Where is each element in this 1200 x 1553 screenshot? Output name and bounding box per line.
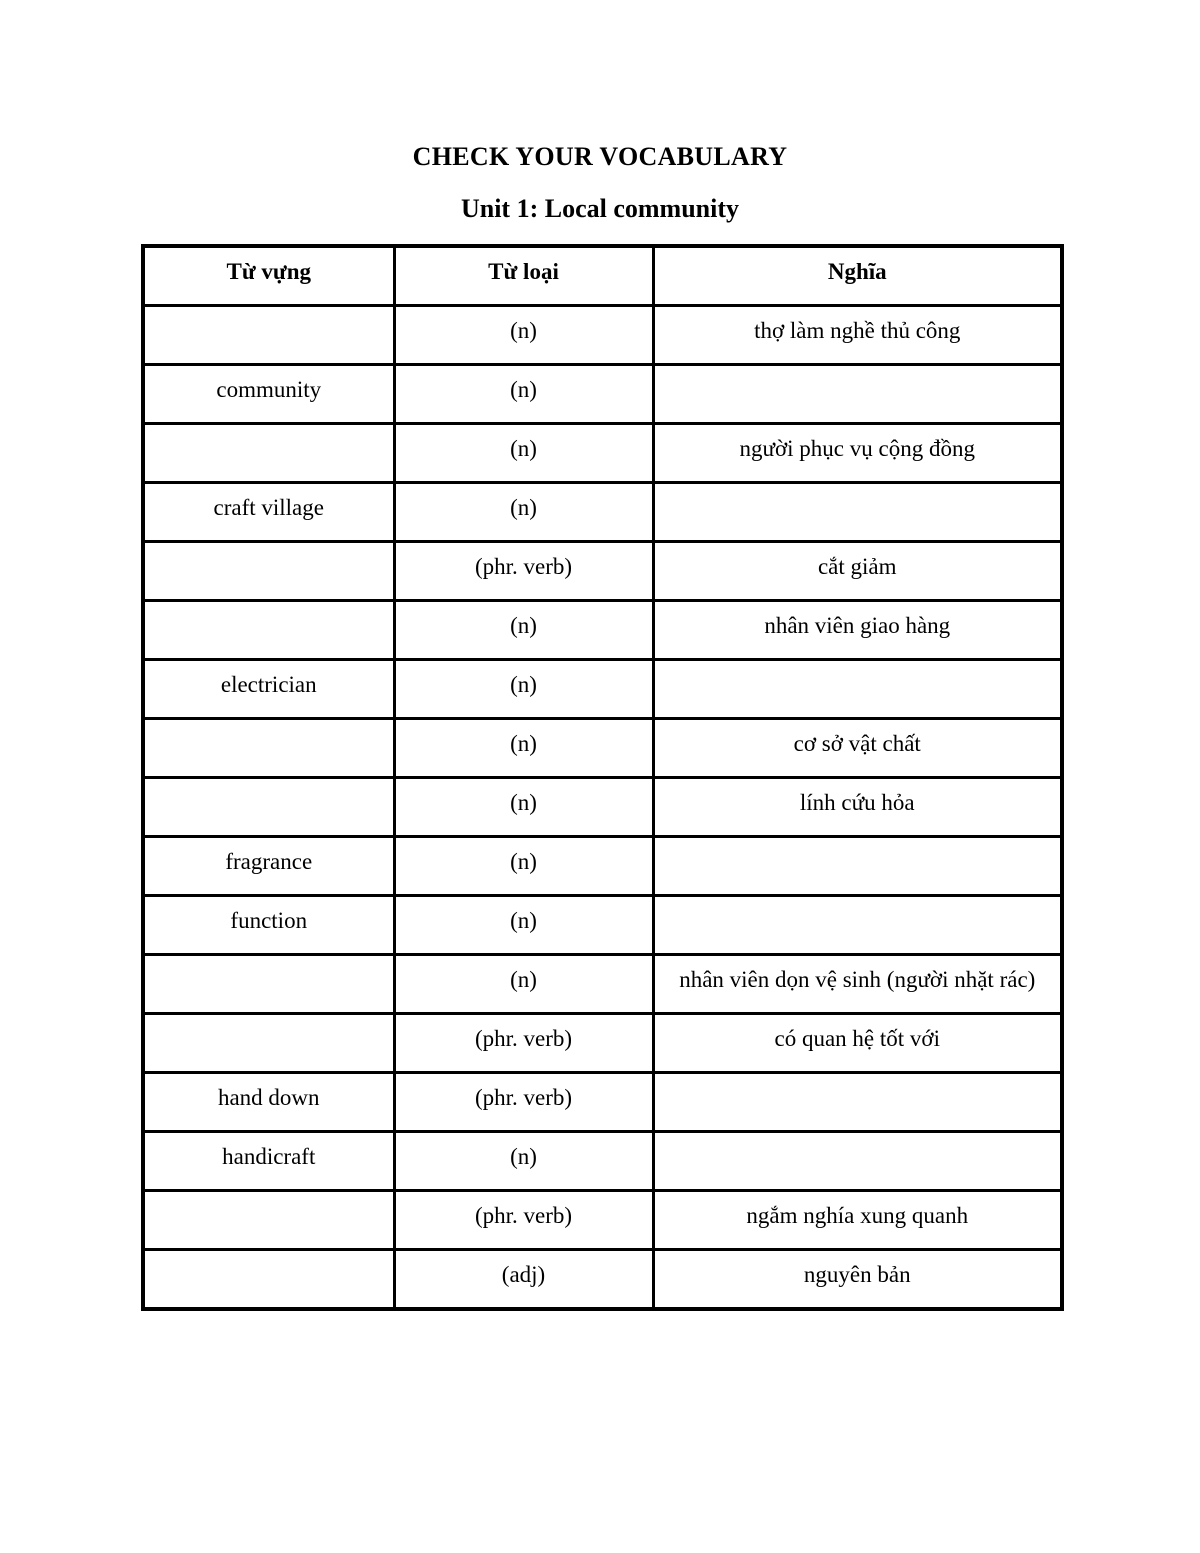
meaning-cell[interactable] bbox=[653, 896, 1062, 955]
meaning-cell-text: nguyên bản bbox=[803, 1262, 911, 1287]
word-cell[interactable] bbox=[143, 778, 394, 837]
meaning-cell-text bbox=[655, 484, 1061, 496]
type-cell[interactable] bbox=[394, 1132, 653, 1191]
table-row bbox=[143, 719, 1062, 778]
meaning-cell[interactable] bbox=[653, 306, 1062, 365]
type-cell-text: (n) bbox=[510, 1144, 537, 1169]
word-cell-text bbox=[145, 307, 393, 319]
meaning-cell[interactable] bbox=[653, 483, 1062, 542]
meaning-cell-text bbox=[655, 1074, 1061, 1086]
type-cell[interactable] bbox=[394, 955, 653, 1014]
word-cell-text bbox=[145, 956, 393, 968]
word-cell[interactable] bbox=[143, 837, 394, 896]
table-row bbox=[143, 365, 1062, 424]
word-cell-text bbox=[145, 1251, 393, 1263]
word-cell[interactable] bbox=[143, 719, 394, 778]
table-row bbox=[143, 955, 1062, 1014]
word-cell-text bbox=[145, 779, 393, 791]
meaning-cell[interactable] bbox=[653, 778, 1062, 837]
type-cell[interactable] bbox=[394, 1014, 653, 1073]
meaning-cell[interactable] bbox=[653, 601, 1062, 660]
word-cell-text: hand down bbox=[217, 1085, 320, 1110]
word-cell[interactable] bbox=[143, 1250, 394, 1310]
header-type-label: Từ loại bbox=[488, 259, 559, 284]
type-cell[interactable] bbox=[394, 660, 653, 719]
meaning-cell-text: cơ sở vật chất bbox=[793, 731, 921, 756]
meaning-cell-text: nhân viên dọn vệ sinh (người nhặt rác) bbox=[679, 967, 1036, 992]
table-row bbox=[143, 660, 1062, 719]
meaning-cell[interactable] bbox=[653, 1250, 1062, 1310]
type-cell[interactable] bbox=[394, 365, 653, 424]
type-cell-text: (n) bbox=[510, 377, 537, 402]
meaning-cell-text: ngắm nghía xung quanh bbox=[746, 1203, 969, 1228]
vocabulary-table bbox=[141, 244, 1064, 1311]
type-cell[interactable] bbox=[394, 1073, 653, 1132]
word-cell[interactable] bbox=[143, 306, 394, 365]
type-cell-text: (n) bbox=[510, 672, 537, 697]
meaning-cell[interactable] bbox=[653, 837, 1062, 896]
type-cell-text: (n) bbox=[510, 790, 537, 815]
type-cell-text: (phr. verb) bbox=[474, 1026, 573, 1051]
meaning-cell-text bbox=[655, 1133, 1061, 1145]
type-cell-text: (phr. verb) bbox=[474, 1203, 573, 1228]
meaning-cell[interactable] bbox=[653, 542, 1062, 601]
table-row bbox=[143, 1073, 1062, 1132]
table-row bbox=[143, 1132, 1062, 1191]
type-cell-text: (n) bbox=[510, 967, 537, 992]
type-cell[interactable] bbox=[394, 1191, 653, 1250]
type-cell[interactable] bbox=[394, 837, 653, 896]
header-word bbox=[143, 246, 394, 306]
meaning-cell-text: thợ làm nghề thủ công bbox=[754, 318, 961, 343]
word-cell-text: fragrance bbox=[225, 849, 313, 874]
table-row bbox=[143, 1250, 1062, 1310]
meaning-cell-text: lính cứu hỏa bbox=[799, 790, 915, 815]
unit-subtitle: Unit 1: Local community bbox=[460, 194, 740, 223]
word-cell[interactable] bbox=[143, 1191, 394, 1250]
meaning-cell-text bbox=[655, 838, 1061, 850]
table-row bbox=[143, 424, 1062, 483]
meaning-cell-text: nhân viên giao hàng bbox=[764, 613, 951, 638]
table-row bbox=[143, 778, 1062, 837]
word-cell-text: function bbox=[230, 908, 308, 933]
word-cell[interactable] bbox=[143, 660, 394, 719]
type-cell-text: (phr. verb) bbox=[474, 1085, 573, 1110]
word-cell-text bbox=[145, 1192, 393, 1204]
type-cell[interactable] bbox=[394, 542, 653, 601]
type-cell-text: (n) bbox=[510, 436, 537, 461]
meaning-cell[interactable] bbox=[653, 1014, 1062, 1073]
type-cell[interactable] bbox=[394, 719, 653, 778]
type-cell-text: (n) bbox=[510, 849, 537, 874]
word-cell-text bbox=[145, 720, 393, 732]
meaning-cell-text: cắt giảm bbox=[817, 554, 897, 579]
table-row bbox=[143, 542, 1062, 601]
word-cell-text: community bbox=[216, 377, 322, 402]
type-cell[interactable] bbox=[394, 778, 653, 837]
meaning-cell-text bbox=[655, 897, 1061, 909]
meaning-cell[interactable] bbox=[653, 660, 1062, 719]
word-cell[interactable] bbox=[143, 896, 394, 955]
type-cell[interactable] bbox=[394, 483, 653, 542]
word-cell-text bbox=[145, 602, 393, 614]
meaning-cell-text: có quan hệ tốt với bbox=[774, 1026, 940, 1051]
table-row bbox=[143, 1014, 1062, 1073]
word-cell[interactable] bbox=[143, 1014, 394, 1073]
type-cell-text: (n) bbox=[510, 613, 537, 638]
table-row bbox=[143, 837, 1062, 896]
header-meaning-label: Nghĩa bbox=[827, 259, 887, 284]
word-cell[interactable] bbox=[143, 955, 394, 1014]
word-cell-text: craft village bbox=[213, 495, 324, 520]
header-type bbox=[394, 246, 653, 306]
table-body bbox=[143, 306, 1062, 1310]
type-cell-text: (n) bbox=[510, 318, 537, 343]
word-cell-text bbox=[145, 425, 393, 437]
table-row bbox=[143, 1191, 1062, 1250]
word-cell[interactable] bbox=[143, 483, 394, 542]
type-cell-text: (n) bbox=[510, 731, 537, 756]
word-cell-text: handicraft bbox=[222, 1144, 316, 1169]
word-cell[interactable] bbox=[143, 542, 394, 601]
type-cell[interactable] bbox=[394, 896, 653, 955]
meaning-cell[interactable] bbox=[653, 1132, 1062, 1191]
meaning-cell[interactable] bbox=[653, 1073, 1062, 1132]
word-cell-text bbox=[145, 543, 393, 555]
type-cell-text: (n) bbox=[510, 495, 537, 520]
type-cell-text: (n) bbox=[510, 908, 537, 933]
type-cell[interactable] bbox=[394, 1250, 653, 1310]
meaning-cell-text bbox=[655, 661, 1061, 673]
word-cell[interactable] bbox=[143, 601, 394, 660]
meaning-cell-text: người phục vụ cộng đồng bbox=[739, 436, 975, 461]
meaning-cell[interactable] bbox=[653, 719, 1062, 778]
type-cell[interactable] bbox=[394, 601, 653, 660]
type-cell-text: (phr. verb) bbox=[474, 554, 573, 579]
table-row bbox=[143, 306, 1062, 365]
word-cell-text: electrician bbox=[220, 672, 317, 697]
table-row bbox=[143, 601, 1062, 660]
type-cell[interactable] bbox=[394, 306, 653, 365]
type-cell-text: (adj) bbox=[501, 1262, 546, 1287]
meaning-cell[interactable] bbox=[653, 424, 1062, 483]
meaning-cell[interactable] bbox=[653, 955, 1062, 1014]
table-row bbox=[143, 896, 1062, 955]
word-cell[interactable] bbox=[143, 1073, 394, 1132]
word-cell-text bbox=[145, 1015, 393, 1027]
header-word-label: Từ vựng bbox=[226, 259, 311, 284]
meaning-cell[interactable] bbox=[653, 1191, 1062, 1250]
meaning-cell[interactable] bbox=[653, 365, 1062, 424]
page-title: CHECK YOUR VOCABULARY bbox=[412, 142, 788, 171]
word-cell[interactable] bbox=[143, 424, 394, 483]
meaning-cell-text bbox=[655, 366, 1061, 378]
word-cell[interactable] bbox=[143, 365, 394, 424]
table-row bbox=[143, 483, 1062, 542]
word-cell[interactable] bbox=[143, 1132, 394, 1191]
type-cell[interactable] bbox=[394, 424, 653, 483]
table-header-row bbox=[143, 246, 1062, 306]
header-meaning bbox=[653, 246, 1062, 306]
